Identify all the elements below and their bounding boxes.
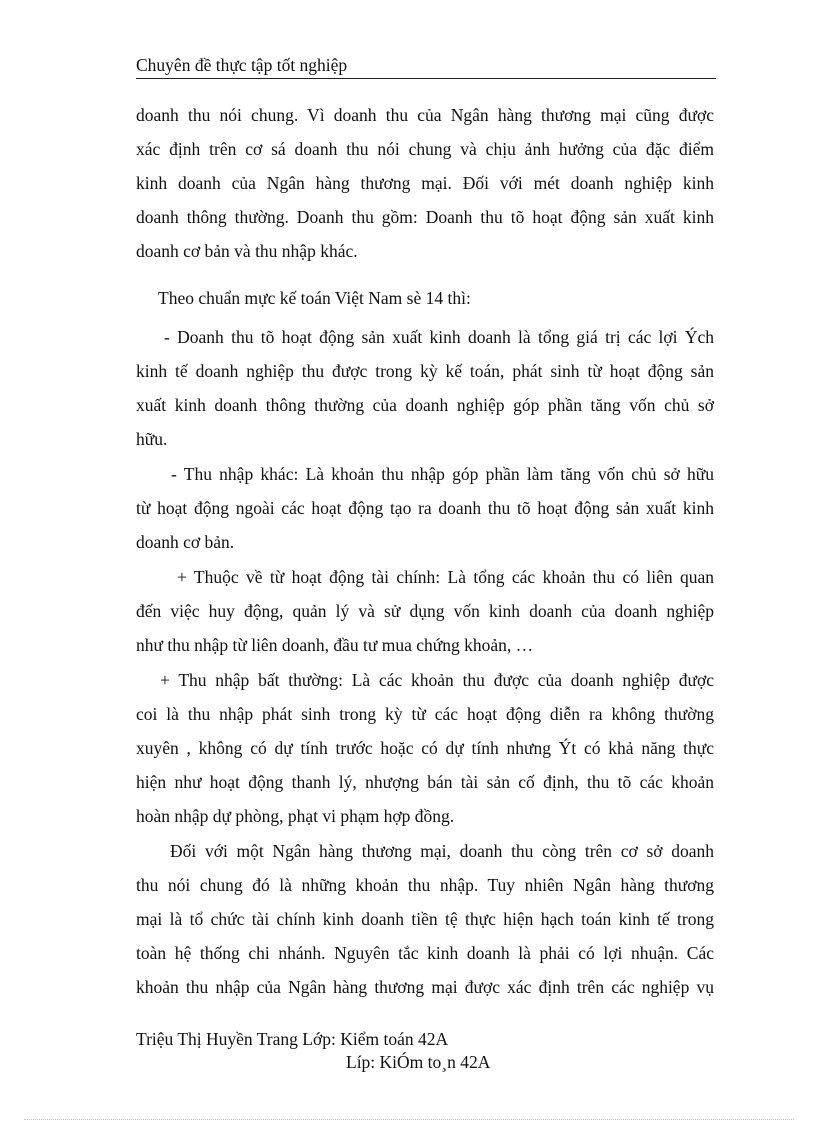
- body-line: doanh thu nói chung. Vì doanh thu của Ngân hàng thương mại cũng được: [136, 105, 714, 125]
- body-line: - Doanh thu tõ hoạt động sản xuất kinh doanh là tổng giá trị các lợi Ých: [164, 327, 714, 347]
- body-line: doanh thông thường. Doanh thu gồm: Doanh thu tõ hoạt động sản xuất kinh: [136, 207, 714, 227]
- body-line: xuất kinh doanh thông thường của doanh nghiệp góp phần tăng vốn chủ sở: [136, 395, 714, 415]
- body-line: coi là thu nhập phát sinh trong kỳ từ các hoạt động diễn ra không thường: [136, 704, 714, 724]
- body-line: kinh doanh của Ngân hàng thương mại. Đối với mét doanh nghiệp kinh: [136, 173, 714, 193]
- body-line: xuyên , không có dự tính trước hoặc có dự tính nhưng Ýt có khả năng thực: [136, 738, 714, 758]
- body-line: doanh cơ bản.: [136, 532, 235, 552]
- body-line: doanh cơ bản và thu nhập khác.: [136, 241, 358, 261]
- footer-class-garbled: Líp: KiÓm to¸n 42A: [346, 1052, 491, 1072]
- body-line: như thu nhập từ liên doanh, đầu tư mua chứng khoản, …: [136, 635, 534, 655]
- body-line: xác định trên cơ sá doanh thu nói chung và chịu ảnh hưởng của đặc điểm: [136, 139, 714, 159]
- body-line: hiện như hoạt động thanh lý, nhượng bán tài sản cố định, thu tõ các khoản: [136, 772, 714, 792]
- footer-author-class: Triệu Thị Huyền Trang Lớp: Kiểm toán 42A: [136, 1029, 449, 1049]
- body-line: kinh tế doanh nghiệp thu được trong kỳ kế toán, phát sinh từ hoạt động sản: [136, 361, 714, 381]
- body-line: Theo chuẩn mực kế toán Việt Nam sè 14 thì:: [158, 288, 471, 308]
- body-line: hữu.: [136, 429, 168, 449]
- body-line: + Thuộc về từ hoạt động tài chính: Là tổng các khoản thu có liên quan: [177, 567, 714, 587]
- body-line: + Thu nhập bất thường: Là các khoản thu được của doanh nghiệp được: [160, 670, 714, 690]
- body-line: đến việc huy động, quản lý và sử dụng vốn kinh doanh của doanh nghiệp: [136, 601, 714, 621]
- body-line: khoản thu nhập của Ngân hàng thương mại được xác định trên các nghiệp vụ: [136, 977, 714, 997]
- page-bottom-border: [24, 1119, 794, 1120]
- body-line: từ hoạt động ngoài các hoạt động tạo ra doanh thu tõ hoạt động sản xuất kinh: [136, 498, 714, 518]
- page-header: [136, 52, 716, 79]
- body-line: thu nói chung đó là những khoản thu nhập. Tuy nhiên Ngân hàng thương: [136, 875, 714, 895]
- body-line: - Thu nhập khác: Là khoản thu nhập góp phần làm tăng vốn chủ sở hữu: [171, 464, 714, 484]
- body-line: mại là tổ chức tài chính kinh doanh tiền tệ thực hiện hạch toán kinh tế trong: [136, 909, 714, 929]
- body-line: Đối với một Ngân hàng thương mại, doanh thu còng trên cơ sở doanh: [170, 841, 714, 861]
- body-line: toàn hệ thống chi nhánh. Nguyên tắc kinh doanh là phải có lợi nhuận. Các: [136, 943, 714, 963]
- header-title: Chuyên đề thực tập tốt nghiệp: [136, 55, 348, 75]
- body-line: hoàn nhập dự phòng, phạt vi phạm hợp đồng.: [136, 806, 455, 826]
